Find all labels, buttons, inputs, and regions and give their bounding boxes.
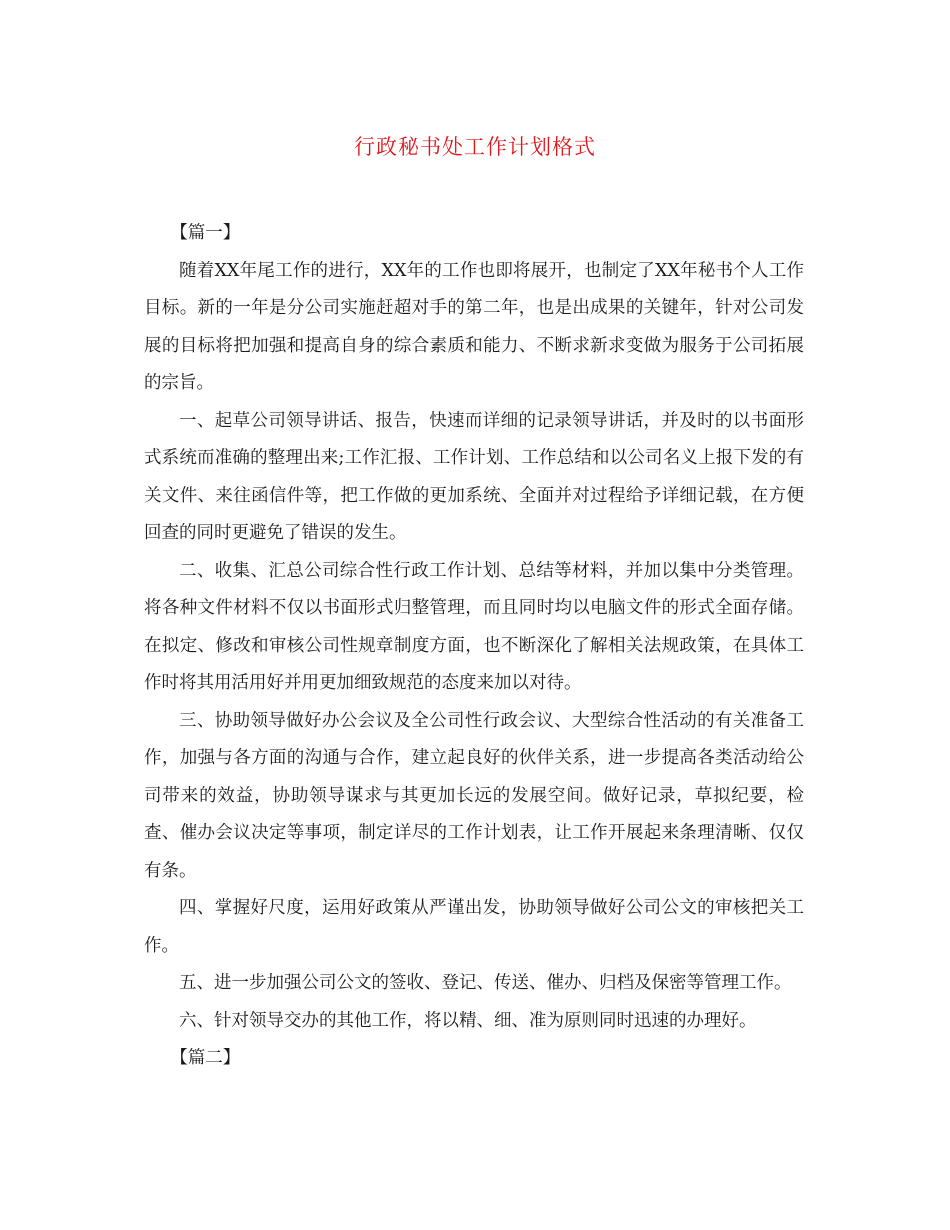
document-title: 行政秘书处工作计划格式 [354, 135, 596, 159]
paragraph-item-6: 六、针对领导交办的其他工作，将以精、细、准为原则同时迅速的办理好。 [179, 1010, 757, 1031]
paragraph-item-5: 五、进一步加强公司公文的签收、登记、传送、催办、归档及保密等管理工作。 [179, 973, 792, 993]
paragraph-item-2: 二、收集、汇总公司综合性行政工作计划、总结等材料，并加以集中分类管理。将各种文件材料不仅以书面形式归整管理，而且同时均以电脑文件的形式全面存储。在拟定、修改和审核公司性规章制度方面，也不断深化了解相关法规政策，在具体工作时将其用活用好并用更加细致规范的态度来加以对待。 [144, 560, 804, 693]
paragraph-item-3: 三、协助领导做好办公会议及全公司性行政会议、大型综合性活动的有关准备工作，加强与各方面的沟通与合作，建立起良好的伙伴关系，进一步提高各类活动给公司带来的效益，协助领导谋求与其更加长远的发展空间。做好记录，草拟纪要，检查、催办会议决定等事项，制定详尽的工作计划表，让工作开展起来条理清晰、仅仅有条。 [144, 710, 804, 881]
section-heading-2: 【篇二】 [170, 1048, 241, 1068]
paragraph-intro: 随着XX年尾工作的进行，XX年的工作也即将展开，也制定了XX年秘书个人工作目标。新的一年是分公司实施赶超对手的第二年，也是出成果的关键年，针对公司发展的目标将把加强和提高自身的综合素质和能力、不断求新求变做为服务于公司拓展的宗旨。 [144, 260, 804, 393]
section-heading-1: 【篇一】 [170, 223, 241, 243]
paragraph-item-1: 一、起草公司领导讲话、报告，快速而详细的记录领导讲话，并及时的以书面形式系统而准确的整理出来;工作汇报、工作计划、工作总结和以公司名义上报下发的有关文件、来往函信件等，把工作做的更加系统、全面并对过程给予详细记载，在方便回查的同时更避免了错误的发生。 [144, 410, 804, 543]
document-body [144, 215, 804, 1078]
paragraph-item-4: 四、掌握好尺度，运用好政策从严谨出发，协助领导做好公司公文的审核把关工作。 [144, 898, 804, 956]
